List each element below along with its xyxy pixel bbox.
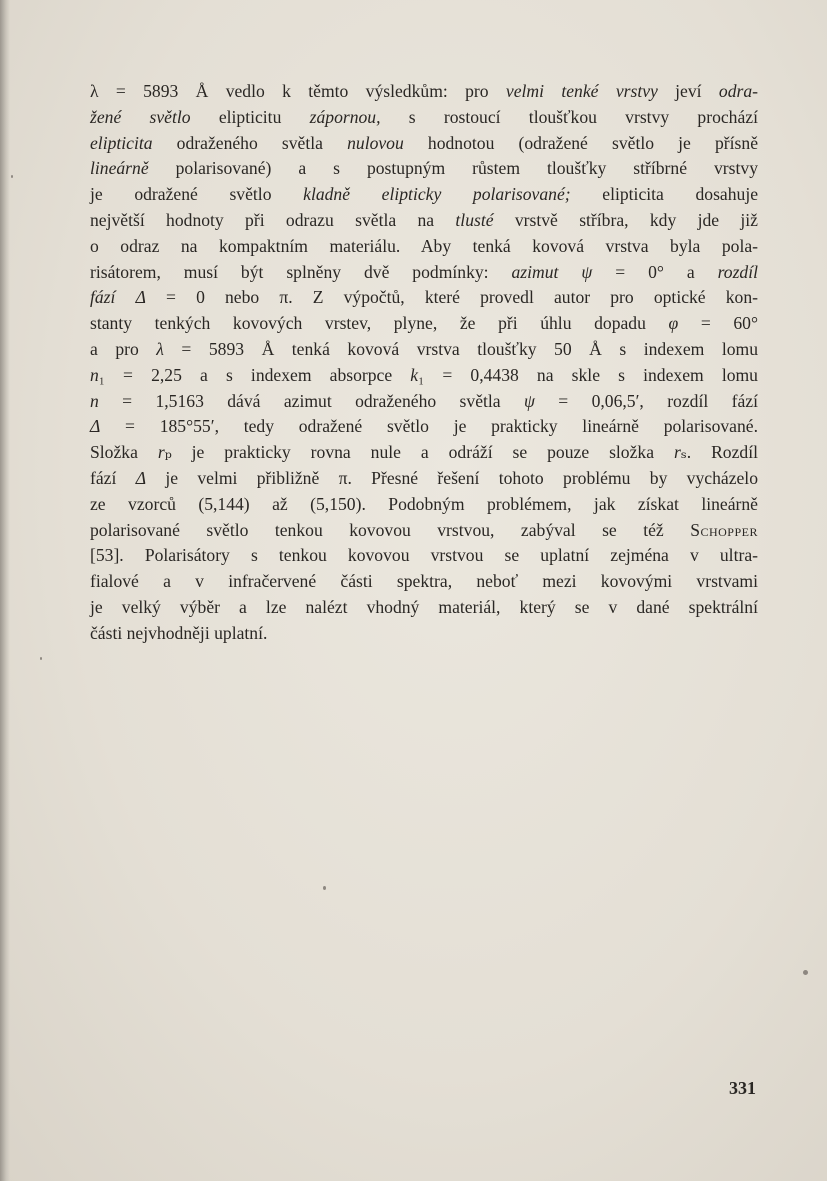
text-run: fází	[90, 467, 136, 488]
text-run: polarisované) a s postupným růstem tloušťky stříbrné vrstvy	[148, 158, 758, 179]
text-run: = 0 nebo π. Z výpočtů, které provedl autor pro optické kon-	[145, 287, 758, 308]
text-line	[90, 156, 758, 182]
text-line	[90, 492, 758, 518]
italic-term: odra-	[718, 81, 758, 101]
text-run: = 0,06,5′, rozdíl fází	[534, 390, 758, 411]
text-run: risátorem, musí být splněny dvě podmínky:	[90, 261, 512, 282]
text-run: o odraz na kompaktním materiálu. Aby tenká kovová vrstva byla pola-	[90, 235, 758, 256]
text-run: ₚ je prakticky rovna nule a odráží se pouze složka	[164, 442, 674, 463]
paper-speck	[40, 657, 42, 660]
italic-term: kladně elipticky polarisované;	[303, 184, 571, 205]
text-line	[90, 234, 758, 260]
italic-term: azimut	[511, 261, 559, 282]
paper-speck	[323, 886, 326, 890]
text-line	[90, 621, 758, 647]
italic-term: ψ	[523, 390, 535, 411]
text-run: hodnotou (odražené světlo je přísně	[403, 132, 759, 153]
text-run: fialové a v infračervené části spektra, neboť mezi kovovými vrstvami	[90, 571, 758, 592]
text-line	[90, 311, 758, 337]
text-line	[90, 337, 758, 363]
italic-term: Δ	[135, 287, 146, 308]
italic-term: žené světlo	[90, 106, 191, 127]
text-run: největší hodnoty při odrazu světla na	[90, 209, 456, 230]
text-run: ₁ = 2,25 a s indexem absorpce	[98, 364, 411, 385]
paper-speck	[11, 175, 13, 178]
text-run: ze vzorců (5,144) až (5,150). Podobným problémem, jak získat lineárně	[90, 493, 758, 514]
text-line	[90, 208, 758, 234]
text-run: vrstvě stříbra, kdy jde již	[493, 209, 758, 230]
italic-term: elipticita	[90, 132, 153, 153]
text-run: elipticita dosahuje	[570, 184, 759, 205]
italic-term: nulovou	[347, 132, 404, 153]
text-run: a pro	[90, 338, 157, 359]
text-run: = 60°	[678, 313, 758, 334]
text-run: odraženého světla	[152, 132, 348, 153]
text-line	[90, 440, 758, 466]
text-line	[90, 105, 758, 131]
text-run: Složka	[90, 442, 158, 463]
author-name: Schopper	[690, 519, 758, 540]
italic-term: Δ	[90, 416, 101, 437]
text-run: elipticitu	[190, 106, 310, 127]
italic-term: λ	[156, 338, 164, 359]
text-run	[115, 287, 135, 307]
text-run: je velký výběr a lze nalézt vhodný materiál, který se v dané spektrální	[90, 596, 758, 617]
page-number: 331	[729, 1078, 756, 1098]
text-run: = 5893 Å tenká kovová vrstva tloušťky 50 Å s indexem lomu	[163, 338, 758, 359]
text-line	[90, 131, 758, 157]
italic-term: tlusté	[455, 209, 494, 230]
text-run: polarisované světlo tenkou kovovou vrstvou, zabýval se též	[90, 519, 691, 540]
text-run: je odražené světlo	[90, 184, 304, 205]
text-line	[90, 389, 758, 415]
text-line	[90, 518, 758, 544]
italic-term: n	[90, 390, 99, 411]
italic-term: ψ	[581, 261, 593, 282]
text-run	[558, 262, 581, 282]
text-run: jeví	[657, 81, 719, 101]
text-run: [53]. Polarisátory s tenkou kovovou vrstvou se uplatní zejména v ultra-	[90, 545, 758, 566]
text-line	[90, 543, 758, 569]
text-line	[90, 466, 758, 492]
italic-term: r	[157, 442, 165, 463]
text-run: části nejvhodněji uplatní.	[90, 622, 268, 643]
italic-term: lineárně	[90, 158, 149, 179]
text-line	[90, 182, 758, 208]
italic-term: fází	[90, 287, 116, 308]
text-line	[90, 569, 758, 595]
book-spine-shadow	[0, 0, 10, 1181]
text-run: s rostoucí tloušťkou vrstvy prochází	[380, 106, 758, 127]
italic-term: zápornou,	[309, 106, 381, 127]
body-paragraph	[90, 79, 758, 647]
text-run: je velmi přibližně π. Přesné řešení tohoto problému by vycházelo	[146, 467, 758, 488]
italic-term: velmi tenké vrstvy	[505, 81, 658, 101]
paper-speck	[803, 970, 808, 975]
text-run: = 1,5163 dává azimut odraženého světla	[98, 390, 524, 411]
text-line	[90, 595, 758, 621]
italic-term: n	[90, 364, 99, 385]
italic-term: rozdíl	[717, 261, 758, 282]
italic-term: Δ	[135, 467, 147, 488]
italic-term: r	[673, 442, 681, 463]
italic-term: k	[410, 364, 419, 385]
text-run: stanty tenkých kovových vrstev, plyne, že při úhlu dopadu	[90, 313, 669, 334]
text-run: ₁ = 0,4438 na skle s indexem lomu	[418, 364, 758, 385]
text-run: ₛ. Rozdíl	[680, 442, 758, 463]
text-line	[90, 363, 758, 389]
italic-term: φ	[668, 313, 679, 334]
text-line	[90, 260, 758, 286]
text-run: λ = 5893 Å vedlo k těmto výsledkům: pro	[90, 81, 506, 101]
text-run: = 0° a	[592, 261, 718, 282]
text-line	[90, 79, 758, 105]
text-line	[90, 285, 758, 311]
text-run: = 185°55′, tedy odražené světlo je prakticky lineárně polarisované.	[100, 416, 758, 437]
text-line	[90, 414, 758, 440]
